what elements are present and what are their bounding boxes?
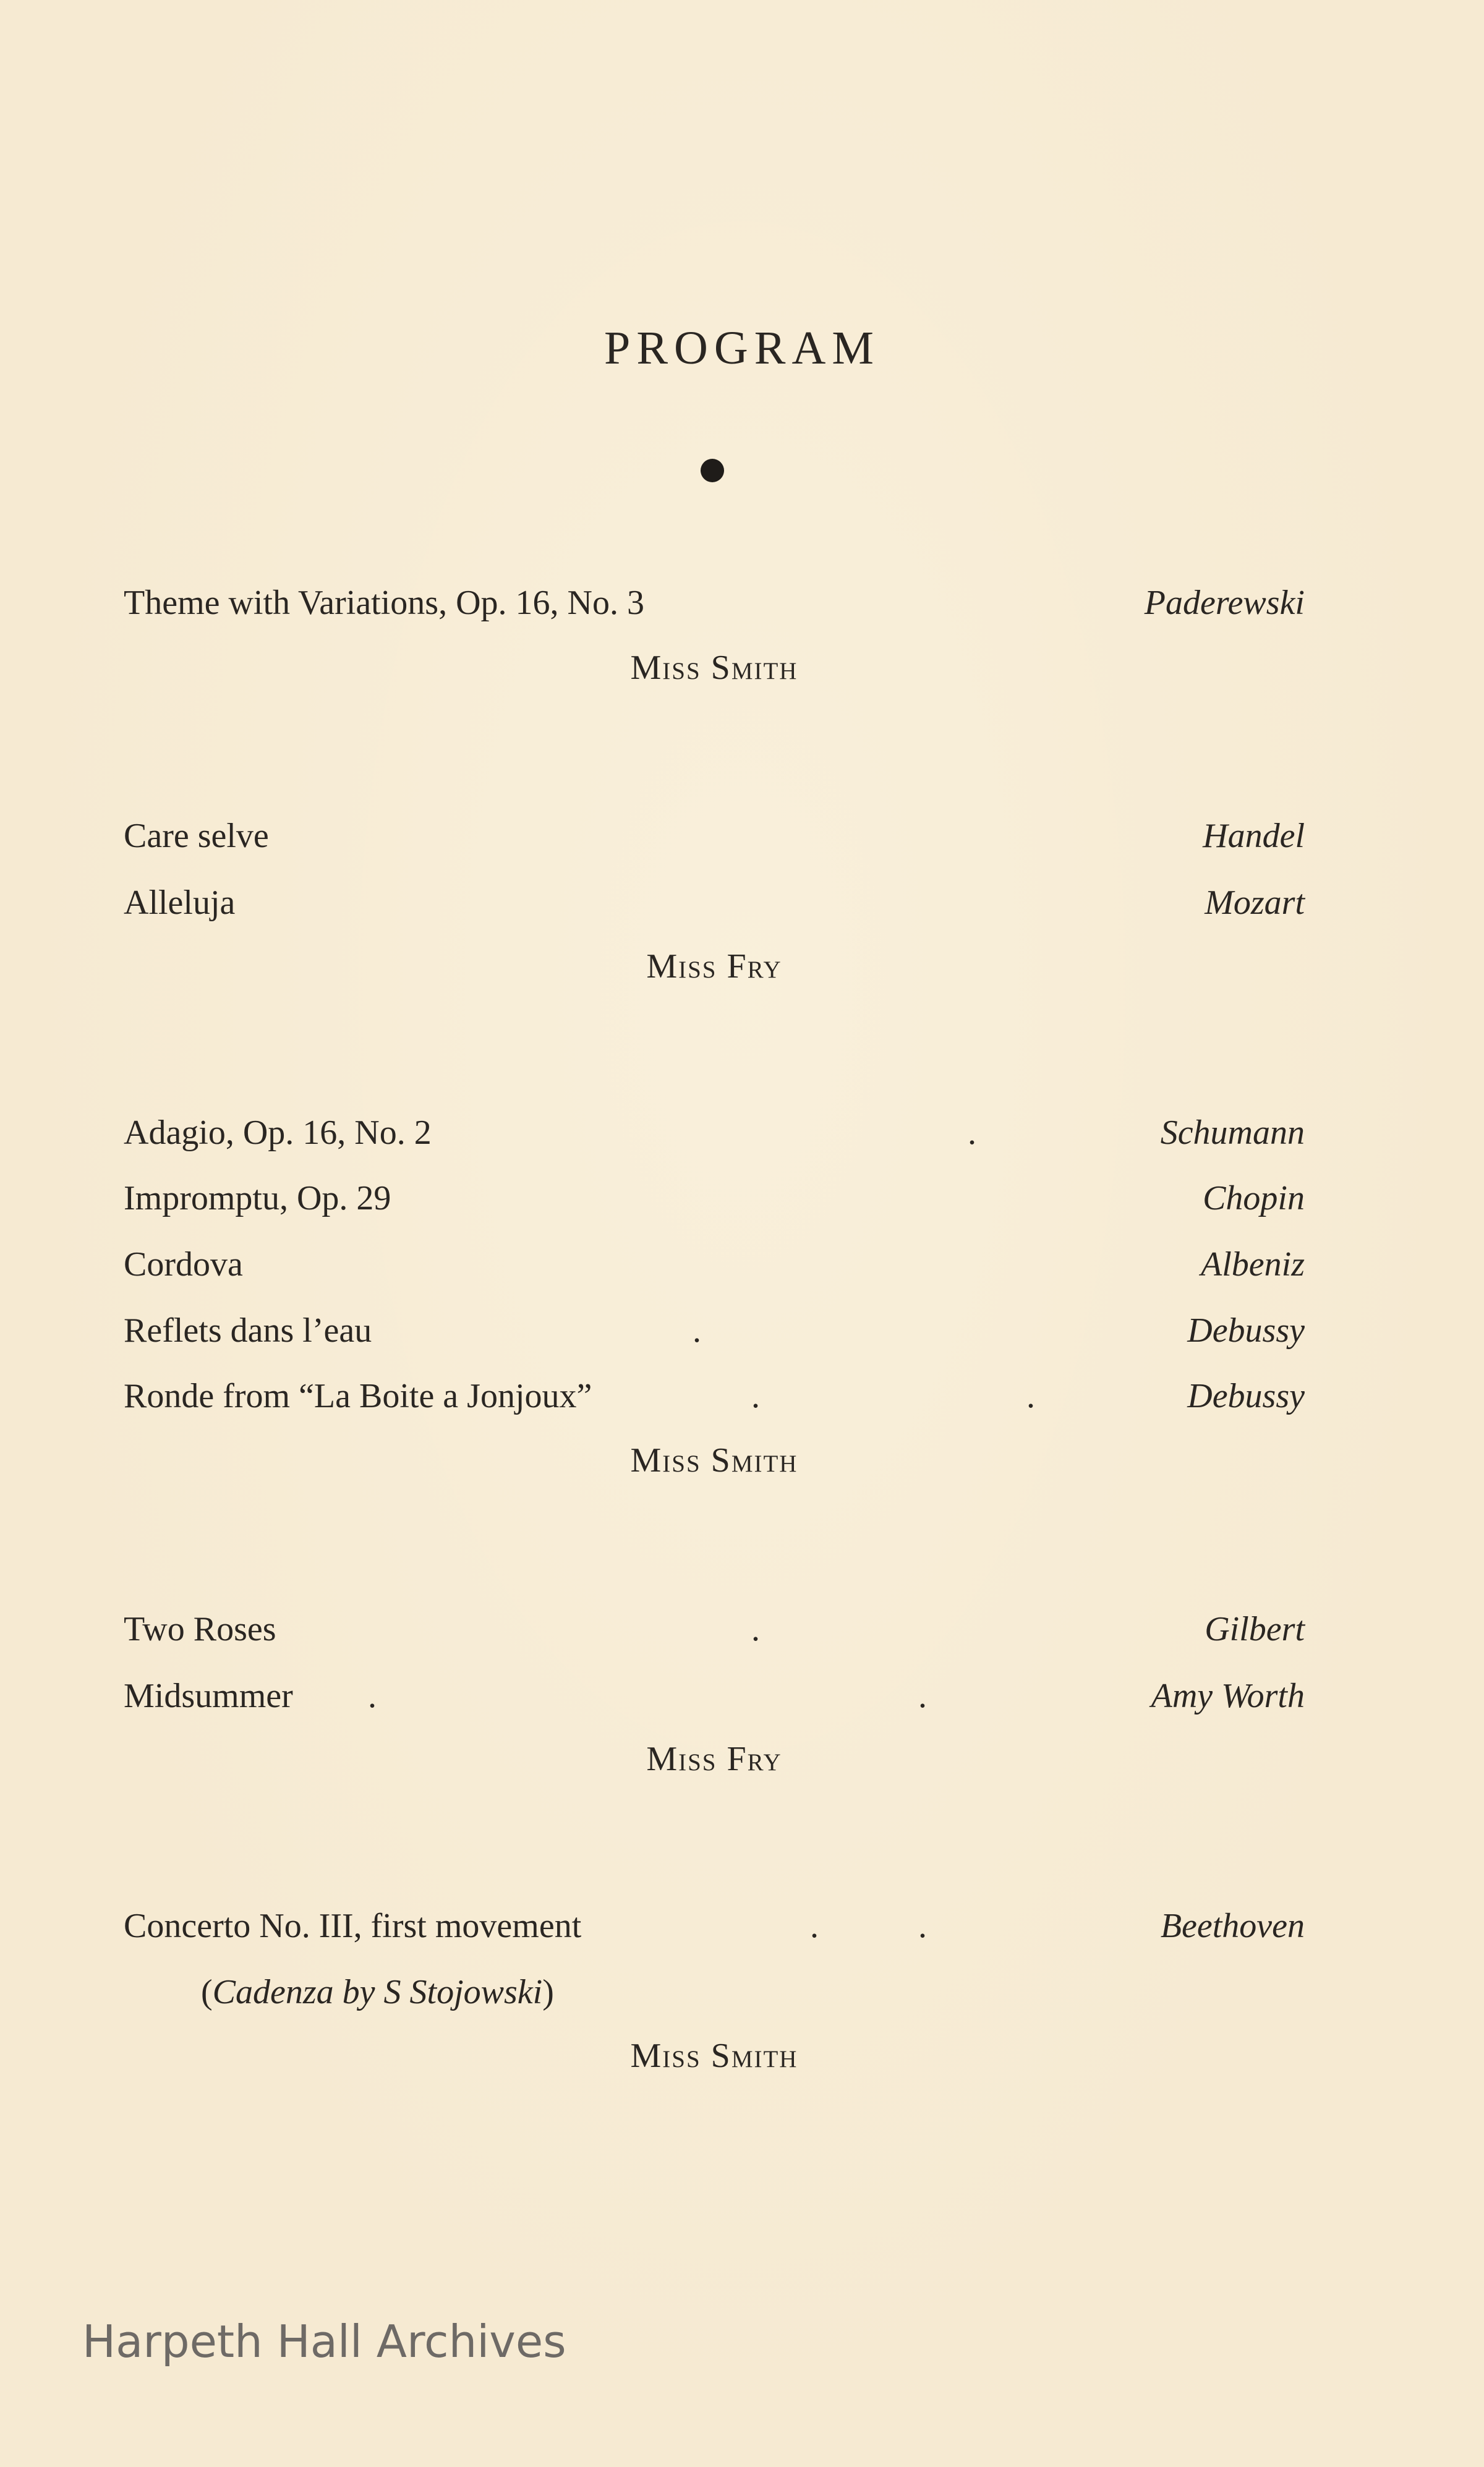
leader-dot: . bbox=[810, 1907, 819, 1945]
composer-name: Paderewski bbox=[1144, 584, 1305, 622]
program-item bbox=[124, 1306, 1305, 1355]
page-title: PROGRAM bbox=[604, 322, 880, 374]
cadenza-text: Cadenza by S Stojowski bbox=[212, 1973, 543, 2011]
composer-name: Amy Worth bbox=[1151, 1677, 1305, 1715]
work-title: Reflets dans l’eau bbox=[124, 1311, 372, 1350]
bullet-ornament bbox=[701, 459, 724, 482]
archive-watermark: Harpeth Hall Archives bbox=[82, 2316, 566, 2367]
program-item bbox=[124, 811, 1305, 861]
work-title: Concerto No. III, first movement bbox=[124, 1907, 582, 1945]
work-title: Adagio, Op. 16, No. 2 bbox=[124, 1114, 432, 1152]
composer-name: Schumann bbox=[1160, 1114, 1305, 1152]
performer-name: Miss Fry bbox=[646, 1740, 782, 1778]
work-title: Impromptu, Op. 29 bbox=[124, 1179, 391, 1217]
performer-name: Miss Smith bbox=[630, 2037, 798, 2075]
leader-dot: . bbox=[1026, 1377, 1035, 1415]
program-item bbox=[124, 1604, 1305, 1654]
composer-name: Handel bbox=[1203, 817, 1305, 855]
cadenza-note bbox=[201, 1967, 554, 2017]
program-item bbox=[124, 1371, 1305, 1421]
work-title: Two Roses bbox=[124, 1610, 276, 1648]
program-item bbox=[124, 1671, 1305, 1721]
work-title: Ronde from “La Boite a Jonjoux” bbox=[124, 1377, 592, 1415]
program-item bbox=[124, 1108, 1305, 1157]
work-title: Cordova bbox=[124, 1245, 243, 1284]
composer-name: Gilbert bbox=[1205, 1610, 1305, 1648]
leader-dot: . bbox=[751, 1377, 760, 1415]
program-item bbox=[124, 878, 1305, 927]
composer-name: Mozart bbox=[1205, 884, 1305, 922]
note-open-paren: ( bbox=[201, 1973, 213, 2011]
program-item bbox=[124, 1240, 1305, 1289]
work-title: Alleluja bbox=[124, 884, 236, 922]
leader-dot: . bbox=[693, 1311, 701, 1350]
program-item bbox=[124, 578, 1305, 628]
program-item bbox=[124, 1901, 1305, 1951]
composer-name: Beethoven bbox=[1160, 1907, 1305, 1945]
composer-name: Albeniz bbox=[1201, 1245, 1305, 1284]
leader-dot: . bbox=[368, 1677, 377, 1715]
composer-name: Chopin bbox=[1203, 1179, 1305, 1217]
note-close-paren: ) bbox=[542, 1973, 554, 2011]
work-title: Care selve bbox=[124, 817, 269, 855]
program-item bbox=[124, 1174, 1305, 1223]
work-title: Theme with Variations, Op. 16, No. 3 bbox=[124, 584, 644, 622]
composer-name: Debussy bbox=[1187, 1377, 1305, 1415]
performer-name: Miss Smith bbox=[630, 1441, 798, 1480]
performer-name: Miss Smith bbox=[630, 649, 798, 687]
work-title: Midsummer bbox=[124, 1677, 293, 1715]
leader-dot: . bbox=[968, 1114, 976, 1152]
leader-dot: . bbox=[751, 1610, 760, 1648]
leader-dot: . bbox=[918, 1677, 927, 1715]
leader-dot: . bbox=[918, 1907, 927, 1945]
performer-name: Miss Fry bbox=[646, 947, 782, 986]
composer-name: Debussy bbox=[1187, 1311, 1305, 1350]
